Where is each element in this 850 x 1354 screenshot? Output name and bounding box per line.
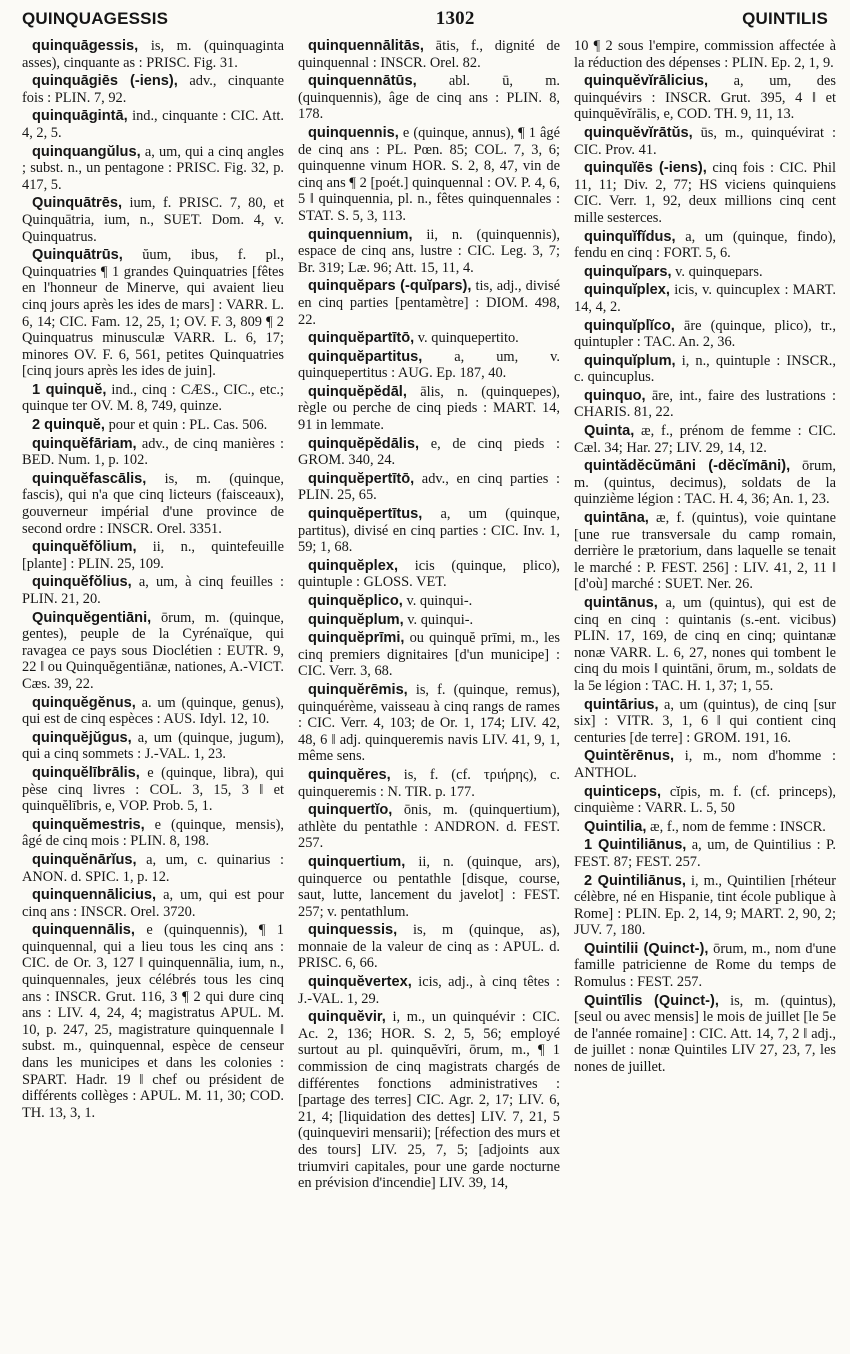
dictionary-entry — [574, 697, 836, 747]
entry-definition: æ, f., prénom de femme : CIC. Cæl. 34; Har. 27; LIV. 29, 14, 12. — [574, 423, 836, 456]
entry-definition: āre (quinque, plico), tr., quintupler : TAC. An. 2, 36. — [574, 317, 836, 351]
entry-headword: Quinquĕgentiāni, — [32, 609, 152, 626]
dictionary-entry — [298, 682, 560, 765]
entry-definition: adv., de cinq manières : BED. Num. 1, p. 102. — [22, 435, 284, 469]
entry-definition: ii, n. (quinque, ars), quinquerce ou pentathle [disque, course, saut, lutte, lancement du javelot] : FEST. 257; v. pentathlum. — [298, 853, 560, 920]
dictionary-entry — [574, 784, 836, 817]
entry-headword: quinquĭplĭco, — [584, 317, 675, 334]
dictionary-entry — [298, 38, 560, 71]
entry-headword: quinquennis, — [308, 124, 399, 141]
entry-headword: Quinta, — [584, 423, 635, 440]
dictionary-entry — [298, 802, 560, 852]
entry-definition: āre, int., faire des lustrations : CHARIS. 81, 22. — [574, 387, 836, 421]
dictionary-entry — [22, 852, 284, 885]
dictionary-entry — [298, 767, 560, 800]
dictionary-entry — [574, 353, 836, 386]
entry-definition: ātis, f., dignité de quinquennal : INSCR. Orel. 82. — [298, 38, 560, 71]
dictionary-entry — [574, 318, 836, 351]
entry-definition: ōnis, m. (quinquertium), athlète du pentathle : ANDRON. d. FEST. 257. — [298, 802, 560, 852]
entry-headword: quinquĕlībrālis, — [32, 764, 140, 781]
entry-definition: ūs, m., quinquévirat : CIC. Prov. 41. — [574, 124, 836, 158]
entry-headword: 1 quinquĕ, — [32, 381, 107, 398]
entry-headword: quinquĭfĭdus, — [584, 228, 676, 245]
entry-definition: v. quinquepertito. — [414, 330, 519, 347]
entry-headword: quinquĭplex, — [584, 282, 670, 299]
entry-definition: ōrum, m., nom d'une famille patricienne de Rome du temps de Romulus : FEST. 257. — [574, 940, 836, 991]
entry-definition: ŭum, ibus, f. pl., Quinquatries ¶ 1 grandes Quinquatries [fêtes en l'honneur de Minerve, qui avaient lieu cinq jours après les ides de mars] : VARR. L. 6, 14; CIC. Fam. 12, 25, 1; OV. F. 3, 809 ¶ 2 Quinquatrus minusculæ VARR. L. 6, 17; minores OV. F. 6, 561, petites Quinquatries [cinq jours après les ides de juin]. — [22, 247, 284, 380]
dictionary-entry — [22, 887, 284, 920]
entry-headword: quinquĕpartitus, — [308, 348, 423, 365]
entry-definition: ōrum, m. (quinque, gentes), peuple de la Cyrénaïque, qui ravagea ce pays sous Dioclétien : EUTR. 9, 22 ǁ ou Quinquĕgentiānæ, nationes, A.-VICT. Cæs. 39, 22. — [22, 609, 284, 692]
dictionary-entry — [574, 388, 836, 421]
entry-headword: Quintĕrēnus, — [584, 748, 675, 765]
entry-headword: Quinquātrūs, — [32, 247, 123, 264]
entry-definition: e (quinque, mensis), âgé de cinq mois : PLIN. 8, 198. — [22, 816, 284, 850]
entry-headword: quinquangŭlus, — [32, 143, 141, 160]
entry-headword: quintāna, — [584, 510, 649, 527]
dictionary-entry — [574, 264, 836, 281]
dictionary-entry — [22, 695, 284, 728]
dictionary-entry — [574, 873, 836, 939]
entry-definition: æ, f. (quintus), voie quintane [une rue transversale du camp romain, derrière le prætorium, dans laquelle se tenait le marché : P. FEST. 256] : LIV. 41, 2, 11 ǁ [d'où] marché : SUET. Ner. 26. — [574, 510, 836, 593]
dictionary-entry — [298, 384, 560, 434]
dictionary-entry — [22, 247, 284, 380]
entry-definition: i, n., quintuple : INSCR., c. quincuplus. — [574, 352, 836, 386]
dictionary-entry — [298, 1009, 560, 1192]
dictionary-entry — [298, 227, 560, 277]
entry-definition: æ, f., nom de femme : INSCR. — [646, 818, 826, 835]
entry-headword: quinticeps, — [584, 783, 662, 800]
entry-headword: quinquĕpĕdāl, — [308, 383, 407, 400]
entry-definition: a, um, qui est pour cinq ans : INSCR. Orel. 3720. — [22, 887, 284, 920]
entry-definition: icis (quinque, plico), quintuple : GLOSS. VET. — [298, 557, 560, 591]
entry-definition: a, um, c. quinarius : ANON. d. SPIC. 1, p. 12. — [22, 851, 284, 885]
entry-definition: a. um (quinque, genus), qui est de cinq espèces : AUS. Idyl. 12, 10. — [22, 694, 284, 728]
entry-headword: quinquessis, — [308, 922, 398, 939]
entry-headword: quinquĕfŏlium, — [32, 539, 137, 556]
entry-definition: a, um (quinque, findo), fendu en cinq : FORT. 5, 6. — [574, 228, 836, 262]
entry-definition: e (quinquennis), ¶ 1 quinquennal, qui a lieu tous les cinq ans : CIC. de Or. 3, 127 ǁ quinquennālia, ium, n., quinquennales, jeux célébrés tous les cinq ans : INSCR. Grut. 116, 3 ¶ 2 qui dure cinq ans : LIV. 4, 24, 4; magistratus APUL. M. 10, p. 247, 25, magistrature quinquennale ǁ subst. m., quinquennal, espèce de censeur dans les municipes et dans les colonies : SPART. Hadr. 19 ǁ chef ou président de différents collèges : APUL. M. 11, 30; COD. TH. 13, 3, 1. — [22, 922, 284, 1121]
entry-definition: a, um, des quinquévirs : INSCR. Grut. 395, 4 ǁ et quinquĕvĭrālis, e, COD. TH. 9, 11, 13. — [574, 73, 836, 123]
entry-headword: quinquennālicius, — [32, 887, 157, 904]
entry-headword: quinquĕpĕdālis, — [308, 435, 420, 452]
entry-headword: quinquertĭo, — [308, 802, 393, 819]
entry-definition: v. quinqui-. — [403, 611, 474, 628]
entry-definition: is, m. (quintus), [seul ou avec mensis] le mois de juillet [le 5e de l'année romaine] : CIC. Att. 14, 7, 2 ǁ adj., de juillet : nonæ Quintiles LIV 27, 23, 7, les nones de juillet. — [574, 992, 836, 1076]
entry-definition: pour et quin : PL. Cas. 506. — [104, 417, 268, 434]
dictionary-entry — [574, 282, 836, 315]
entry-headword: quinquĕvĭrātŭs, — [584, 124, 693, 141]
entry-headword: quinquĕplico, — [308, 593, 403, 609]
dictionary-entry — [298, 558, 560, 591]
entry-headword: quinquĕfāriam, — [32, 435, 137, 452]
entry-definition: e (quinque, libra), qui pèse cinq livres : COL. 3, 15, 3 ǁ et quinquĕlībris, e, VOP. Prob. 5, 1. — [22, 764, 284, 815]
entry-definition: is, m. (quinquaginta asses), cinquante as : PRISC. Fig. 31. — [22, 38, 284, 71]
running-header — [22, 6, 828, 32]
entry-definition: is, m (quinque, as), monnaie de la valeur de cinq as : APUL. d. PRISC. 6, 66. — [298, 922, 560, 972]
entry-headword: quinquĭplum, — [584, 352, 676, 369]
dictionary-entry — [298, 612, 560, 629]
entry-headword: quinquāgiēs (-iens), — [32, 73, 178, 90]
dictionary-entry — [574, 941, 836, 991]
dictionary-entry — [298, 436, 560, 469]
entry-definition: adv., en cinq parties : PLIN. 25, 65. — [298, 470, 560, 504]
header-right-guideword: QUINTILIS — [742, 9, 828, 28]
page-number: 1302 — [435, 8, 475, 29]
entry-definition: ind., cinq : CÆS., CIC., etc.; quinque ter OV. M. 8, 749, quinze. — [22, 381, 284, 415]
entry-headword: quinquĕmestris, — [32, 816, 145, 833]
entry-headword: quinquo, — [584, 387, 646, 404]
dictionary-entry — [574, 819, 836, 836]
entry-definition: ou quinquĕ prīmi, m., les cinq premiers dignitaires [d'un municipe] : CIC. Verr. 3, 68. — [298, 630, 560, 680]
dictionary-entry — [22, 730, 284, 763]
dictionary-entry — [574, 595, 836, 695]
dictionary-entry — [298, 125, 560, 225]
entry-headword: quintānus, — [584, 595, 658, 611]
entry-headword: quinquennālis, — [32, 922, 135, 939]
entry-definition: ium, f. PRISC. 7, 80, et Quinquātria, ium, n., SUET. Dom. 4, v. Quinquatrus. — [22, 195, 284, 245]
entry-definition: ālis, n. (quinquepes), règle ou perche de cinq pieds : MART. 14, 91 in lemmate. — [298, 383, 560, 434]
entry-definition: a, um (quinque, jugum), qui a cinq sommets : J.-VAL. 1, 23. — [22, 729, 284, 763]
dictionary-entry — [298, 278, 560, 328]
dictionary-entry — [22, 765, 284, 815]
entry-headword: Quinquātrēs, — [32, 195, 123, 212]
dictionary-entry — [22, 817, 284, 850]
entry-definition: v. quinqui-. — [402, 593, 473, 609]
entry-headword: quinquĕgĕnus, — [32, 694, 136, 711]
entry-headword: quinquĕpartītō, — [308, 330, 415, 347]
entry-headword: quinquĕvir, — [308, 1009, 386, 1026]
entry-headword: quinquĕplex, — [308, 557, 398, 574]
entry-definition: tis, adj., divisé en cinq parties [pentamètre] : DIOM. 498, 22. — [298, 278, 560, 328]
dictionary-entry — [298, 593, 560, 610]
dictionary-entry — [298, 330, 560, 347]
entry-definition: 10 ¶ 2 sous l'empire, commission affectée à la réduction des dépenses : PLIN. Ep. 2, 1, 9. — [574, 38, 836, 71]
entry-definition: i, m., Quintilien [rhéteur célèbre, né en Hispanie, tint école publique à Rome] : PLIN. Ep. 2, 14, 9; MART. 2, 90, 2; JUV. 7, 180. — [574, 872, 836, 939]
dictionary-entry — [574, 458, 836, 508]
entry-definition: e, de cinq pieds : GROM. 340, 24. — [298, 435, 560, 469]
entry-headword: quinquennātūs, — [308, 73, 417, 90]
dictionary-entry — [22, 195, 284, 245]
entry-headword: quinquĕvertex, — [308, 974, 412, 991]
column-left — [22, 38, 284, 1344]
entry-headword: quinquāgintā, — [32, 108, 128, 125]
dictionary-entry — [574, 73, 836, 123]
entry-headword: quintădĕcŭmāni (-dĕcĭmāni), — [584, 458, 791, 475]
dictionary-entry — [298, 73, 560, 123]
dictionary-entry — [22, 144, 284, 194]
dictionary-entry — [22, 73, 284, 106]
entry-definition: i, m., un quinquévir : CIC. Ac. 2, 136; HOR. S. 2, 5, 56; employé surtout au pl. quinquĕvĭri, ōrum, m., ¶ 1 commission de cinq magistrats chargés de différentes fonctions administratives : [partage des terres] CIC. Agr. 2, 17; LIV. 6, 21, 4; [liquidation des dettes] LIV. 7, 21, 5 (quinqueviri mensarii); [réfection des murs et des tours] LIV. 25, 7, 5; [adjoints aux triumviri capitales, pour une garde nocturne en prévision d'incendie] LIV. 39, 14, — [298, 1009, 560, 1192]
entry-headword: quinquĭēs (-iens), — [584, 160, 707, 177]
dictionary-entry — [574, 748, 836, 781]
entry-headword: 2 quinquĕ, — [32, 417, 105, 434]
entry-headword: quinquertium, — [308, 853, 406, 870]
dictionary-entry — [22, 574, 284, 607]
dictionary-entry — [574, 423, 836, 456]
dictionary-entry — [298, 922, 560, 972]
entry-definition: icis, adj., à cinq têtes : J.-VAL. 1, 29. — [298, 974, 560, 1007]
entry-definition: ōrum, m. (quintus, decimus), soldats de la quinzième légion : TAC. H. 4, 36; An. 1, 23. — [574, 458, 836, 508]
dictionary-entry — [22, 922, 284, 1121]
entry-definition: a, um (quintus), qui est de cinq en cinq : quintanis (s.-ent. vicibus) PLIN. 17, 169, de cinq en cinq; quintanæ nonæ VARR. L. 6, 27, nones qui tombent le cinq du mois ǁ quintāni, ōrum, m., soldats de la 5e légion : TAC. H. 1, 37; 1, 55. — [574, 595, 836, 694]
entry-headword: 2 Quintiliānus, — [584, 872, 686, 889]
entry-headword: quinquĕplum, — [308, 611, 404, 628]
dictionary-entry — [298, 471, 560, 504]
entry-headword: quinquĕpars (-quĭpars), — [308, 278, 472, 295]
entry-definition: a, um, qui a cinq angles ; subst. n., un pentagone : PRISC. Fig. 32, p. 417, 5. — [22, 143, 284, 193]
entry-headword: quinquĕfŏlius, — [32, 574, 132, 591]
entry-headword: quinquĕjŭgus, — [32, 729, 132, 746]
dictionary-entry — [574, 993, 836, 1076]
entry-headword: quinquĕpertītus, — [308, 506, 423, 523]
entry-definition: adv., cinquante fois : PLIN. 7, 92. — [22, 73, 284, 106]
entry-headword: quintārius, — [584, 696, 659, 713]
entry-definition: is, f. (quinque, remus), quinquérème, vaisseau à cinq rangs de rames : CIC. Verr. 4, 103; de Or. 1, 174; LIV. 42, 48, 6 ǁ adj. quinqueremis navis LIV. 41, 9, 1, même sens. — [298, 681, 560, 765]
dictionary-entry — [298, 974, 560, 1007]
entry-definition: v. quinquepars. — [671, 263, 763, 280]
dictionary-entry — [574, 38, 836, 71]
entry-headword: Quintīlis (Quinct-), — [584, 992, 719, 1009]
dictionary-entry — [298, 854, 560, 920]
dictionary-entry — [298, 506, 560, 556]
entry-headword: quinquĕprīmi, — [308, 630, 405, 647]
entry-definition: is, f. (cf. τριήρης), c. quinqueremis : N. TIR. p. 177. — [298, 766, 560, 800]
entry-definition: icis, v. quincuplex : MART. 14, 4, 2. — [574, 282, 836, 315]
entry-definition: e (quinque, annus), ¶ 1 âgé de cinq ans : PL. Pœn. 85; COL. 7, 3, 6; quinquenne vinum HOR. S. 2, 8, 47, vin de cinq ans ¶ 2 [poét.] quinquennal : OV. P. 4, 6, 5 ǁ quinquennia, pl. n., fêtes quinquennales : STAT. S. 5, 3, 113. — [298, 124, 560, 224]
entry-headword: quinquĕnārĭus, — [32, 851, 137, 868]
dictionary-entry — [22, 108, 284, 141]
dictionary-entry — [22, 539, 284, 572]
entry-definition: a, um, de Quintilius : P. FEST. 87; FEST. 257. — [574, 837, 836, 870]
column-middle — [298, 38, 560, 1344]
entry-headword: quinquĭpars, — [584, 263, 672, 280]
dictionary-entry — [298, 630, 560, 680]
dictionary-entry — [298, 349, 560, 382]
dictionary-entry — [574, 125, 836, 158]
dictionary-entry — [22, 436, 284, 469]
entry-headword: Quintilia, — [584, 818, 647, 835]
entry-headword: quinquĕpertītō, — [308, 470, 415, 487]
entry-headword: quinquĕrēmis, — [308, 681, 408, 698]
dictionary-entry — [22, 38, 284, 71]
dictionary-entry — [574, 160, 836, 226]
entry-definition: ind., cinquante : CIC. Att. 4, 2, 5. — [22, 108, 284, 141]
dictionary-entry — [22, 417, 284, 434]
entry-definition: a, um, à cinq feuilles : PLIN. 21, 20. — [22, 574, 284, 607]
entry-headword: quinquennālitās, — [308, 38, 424, 54]
header-left-guideword: QUINQUAGESSIS — [22, 9, 169, 28]
entry-definition: cinq fois : CIC. Phil 11, 11; Div. 2, 77; HS viciens quinquiens CIC. Verr. 1, 92, deux millions cinq cent mille sesterces. — [574, 160, 836, 226]
dictionary-entry — [574, 510, 836, 593]
entry-definition: is, m. (quinque, fascis), qui n'a que cinq licteurs (faisceaux), gouverneur impérial d'une province de second ordre : INSCR. Orel. 3351. — [22, 470, 284, 537]
columns — [22, 38, 836, 1344]
entry-definition: ii, n., quintefeuille [plante] : PLIN. 25, 109. — [22, 539, 284, 572]
dictionary-entry — [22, 610, 284, 693]
dictionary-entry — [22, 471, 284, 537]
entry-headword: 1 Quintiliānus, — [584, 837, 687, 854]
entry-headword: quinquāgessis, — [32, 38, 139, 54]
entry-headword: quinquĕvĭrālicius, — [584, 73, 709, 90]
entry-definition: cĭpis, m. f. (cf. princeps), cinquième : VARR. L. 5, 50 — [574, 783, 836, 817]
entry-definition: i, m., nom d'homme : ANTHOL. — [574, 748, 836, 781]
entry-headword: quinquĕfascālis, — [32, 470, 147, 487]
column-right — [574, 38, 836, 1344]
dictionary-entry — [574, 837, 836, 870]
dictionary-entry — [574, 229, 836, 262]
entry-definition: a, um (quinque, partitus), divisé en cinq parties : CIC. Inv. 1, 59; 1, 68. — [298, 506, 560, 556]
entry-definition: ii, n. (quinquennis), espace de cinq ans, lustre : CIC. Leg. 3, 7; Br. 319; Læ. 96; Att. 15, 11, 4. — [298, 226, 560, 276]
entry-headword: Quintilii (Quinct-), — [584, 940, 709, 957]
dictionary-entry — [22, 382, 284, 415]
entry-definition: a, um (quintus), de cinq [sur six] : VITR. 3, 1, 6 ǁ qui contient cinq centuries [de terre] : GROM. 191, 16. — [574, 696, 836, 746]
entry-headword: quinquĕres, — [308, 766, 391, 783]
entry-definition: abl. ū, m. (quinquennis), âge de cinq ans : PLIN. 8, 178. — [298, 73, 560, 123]
entry-definition: a, um, v. quinquepertitus : AUG. Ep. 187, 40. — [298, 348, 560, 382]
entry-headword: quinquennium, — [308, 226, 413, 243]
